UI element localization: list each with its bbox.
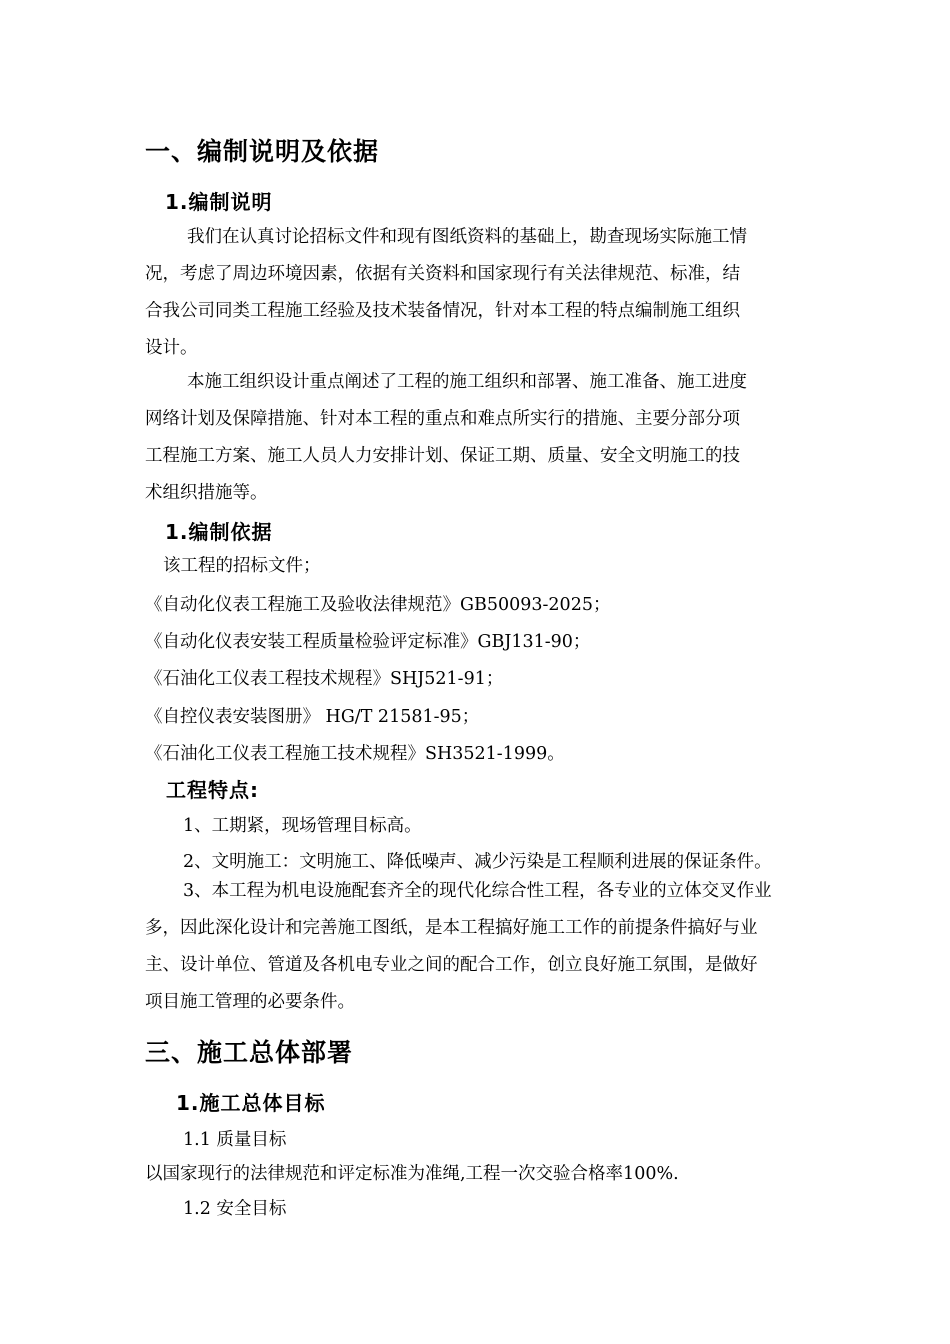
paragraph-line: 网络计划及保障措施、针对本工程的重点和难点所实行的措施、主要分部分项: [145, 409, 740, 429]
paragraph-line: 我们在认真讨论招标文件和现有图纸资料的基础上，勘查现场实际施工情: [187, 227, 747, 247]
paragraph-line: 工程施工方案、施工人员人力安排计划、保证工期、质量、安全文明施工的技: [145, 446, 740, 466]
safety-goal-heading: 1.2 安全目标: [183, 1199, 287, 1219]
paragraph-line: 3、本工程为机电设施配套齐全的现代化综合性工程，各专业的立体交叉作业: [183, 881, 772, 901]
paragraph-line: 多，因此深化设计和完善施工图纸，是本工程搞好施工工作的前提条件搞好与业: [145, 918, 758, 938]
feature-item-1: 1、工期紧，现场管理目标高。: [183, 816, 422, 836]
basis-item-standard: 《自动化仪表工程施工及验收法律规范》GB50093-2025；: [145, 595, 611, 615]
paragraph-line: 况，考虑了周边环境因素，依据有关资料和国家现行有关法律规范、标准，结: [145, 264, 740, 284]
paragraph-line: 本施工组织设计重点阐述了工程的施工组织和部署、施工准备、施工进度: [187, 372, 747, 392]
basis-item-standard: 《自动化仪表安装工程质量检验评定标准》GBJ131-90；: [145, 632, 591, 652]
quality-goal-heading: 1.1 质量目标: [183, 1130, 287, 1150]
feature-item-3: [145, 873, 865, 1021]
paragraph-line: 主、设计单位、管道及各机电专业之间的配合工作，创立良好施工氛围，是做好: [145, 955, 758, 975]
subsection-heading-overall-goals: 1.施工总体目标: [176, 1091, 326, 1115]
feature-item-2: 2、文明施工：文明施工、降低噪声、减少污染是工程顺利进展的保证条件。: [183, 852, 772, 872]
basis-item-standard: 《石油化工仪表工程施工技术规程》SH3521-1999。: [145, 744, 565, 764]
paragraph-line: 合我公司同类工程施工经验及技术装备情况，针对本工程的特点编制施工组织: [145, 301, 740, 321]
section-heading-1: 一、编制说明及依据: [145, 137, 380, 166]
paragraph-line: 术组织措施等。: [145, 483, 268, 503]
quality-goal-text: 以国家现行的法律规范和评定标准为准绳,工程一次交验合格率100%.: [145, 1164, 679, 1184]
features-heading: 工程特点:: [166, 778, 259, 802]
subsection-heading-compilation-basis: 1.编制依据: [165, 520, 273, 544]
paragraph-compilation-notes-2: [145, 364, 845, 512]
basis-item-standard: 《石油化工仪表工程技术规程》SHJ521-91；: [145, 669, 504, 689]
section-heading-3: 三、施工总体部署: [145, 1038, 354, 1067]
paragraph-compilation-notes-1: [145, 219, 845, 367]
paragraph-line: 项目施工管理的必要条件。: [145, 992, 355, 1012]
subsection-heading-compilation-notes: 1.编制说明: [165, 190, 273, 214]
basis-item-tender: 该工程的招标文件；: [163, 556, 321, 576]
basis-item-standard: 《自控仪表安装图册》 HG/T 21581-95；: [145, 707, 480, 727]
paragraph-line: 设计。: [145, 338, 198, 358]
